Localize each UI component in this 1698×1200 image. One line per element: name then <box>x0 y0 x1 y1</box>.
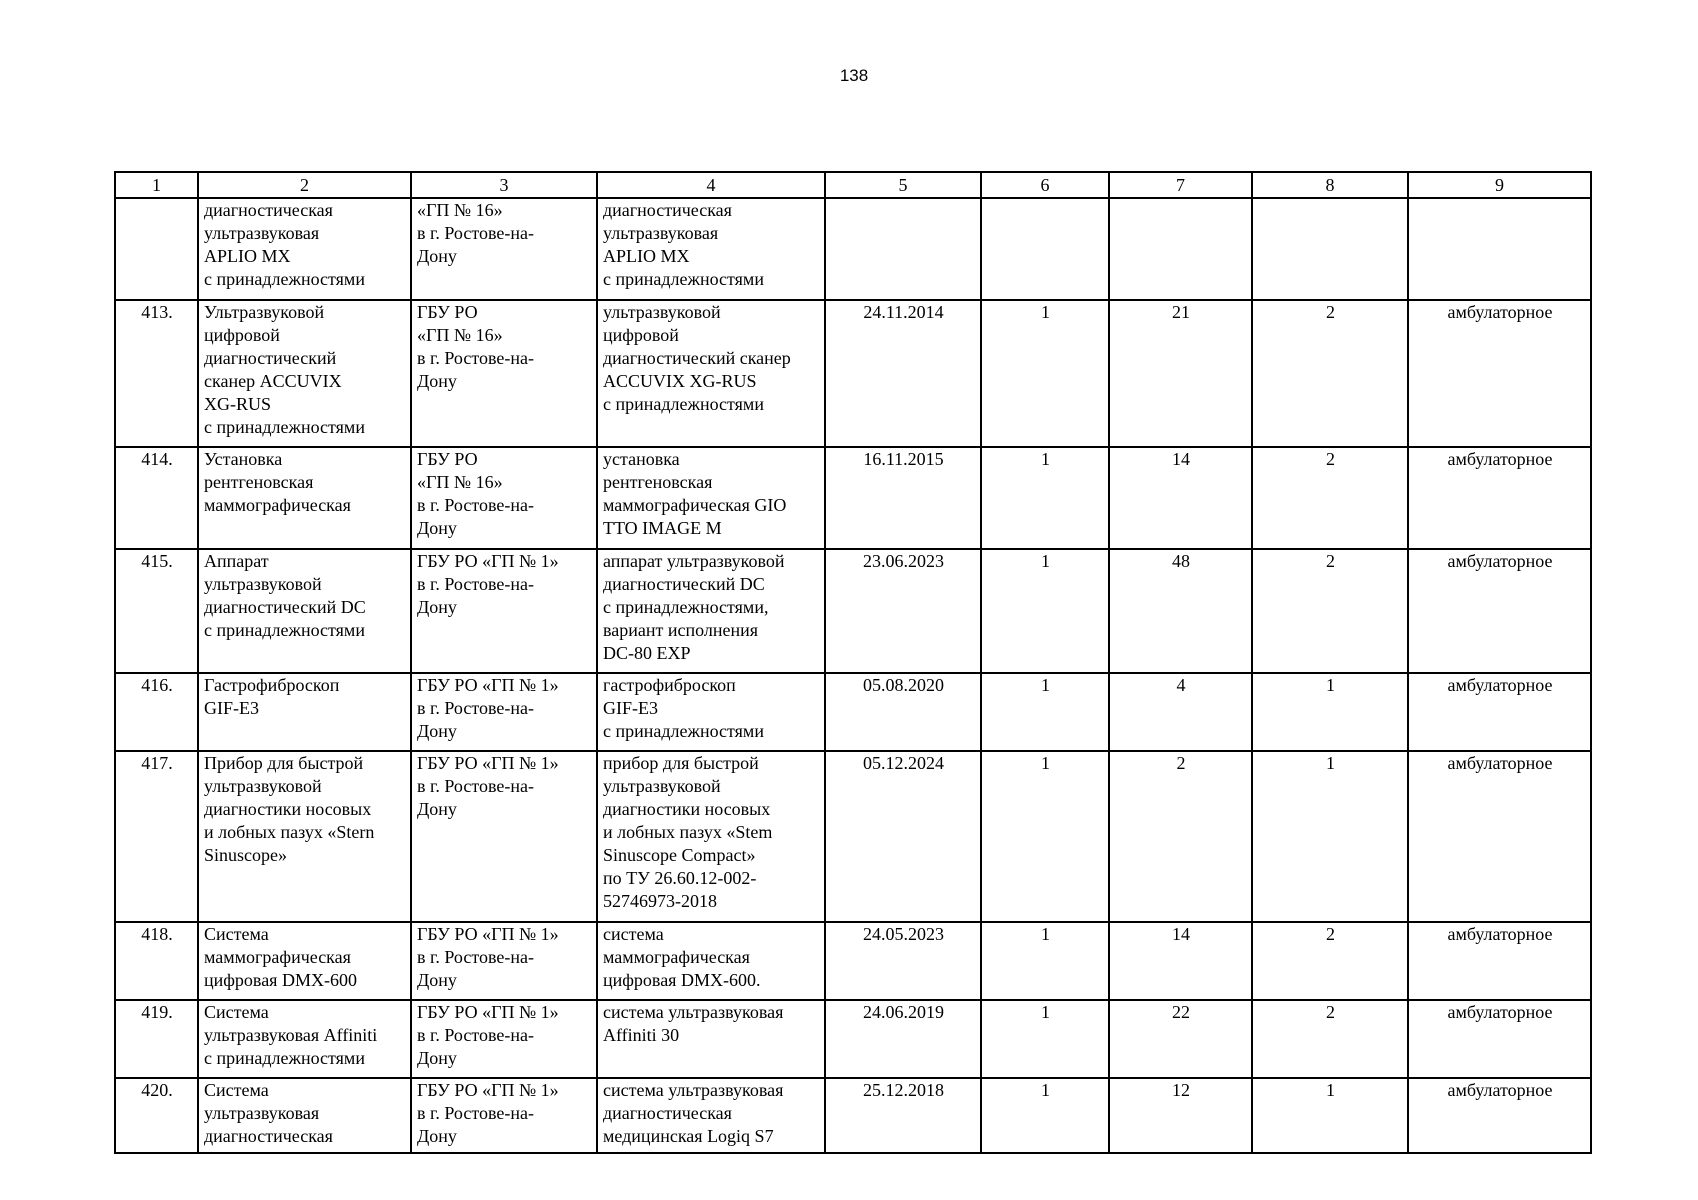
equipment-name: Установка рентгеновская маммографическая <box>198 447 411 549</box>
row-number: 420. <box>115 1078 198 1153</box>
organization: ГБУ РО «ГП № 1» в г. Ростове-на- Дону <box>411 751 597 922</box>
equipment-name: Ультразвуковой цифровой диагностический сканер ACCUVIX XG-RUS с принадлежностями <box>198 300 411 447</box>
column-8-value: 2 <box>1252 1000 1408 1078</box>
table-row <box>115 198 1591 300</box>
care-type: амбулаторное <box>1408 1078 1591 1153</box>
header-cell: 9 <box>1408 172 1591 198</box>
equipment-model: диагностическая ультразвуковая APLIO MX с принадлежностями <box>597 198 825 300</box>
commission-date: 24.11.2014 <box>825 300 981 447</box>
table-header-row <box>115 172 1591 198</box>
table-row <box>115 549 1591 673</box>
column-7-value <box>1109 198 1252 300</box>
equipment-name: Гастрофиброскоп GIF-E3 <box>198 673 411 751</box>
organization: ГБУ РО «ГП № 1» в г. Ростове-на- Дону <box>411 673 597 751</box>
table-row <box>115 447 1591 549</box>
column-7-value: 21 <box>1109 300 1252 447</box>
table-row <box>115 1000 1591 1078</box>
equipment-model: гастрофиброскоп GIF-E3 с принадлежностями <box>597 673 825 751</box>
organization: ГБУ РО «ГП № 1» в г. Ростове-на- Дону <box>411 922 597 1000</box>
care-type <box>1408 198 1591 300</box>
equipment-model: установка рентгеновская маммографическая GIO TTO IMAGE M <box>597 447 825 549</box>
equipment-name: Система ультразвуковая Affiniti с принадлежностями <box>198 1000 411 1078</box>
column-7-value: 14 <box>1109 447 1252 549</box>
equipment-table <box>114 171 1592 1154</box>
equipment-name: Аппарат ультразвуковой диагностический DC с принадлежностями <box>198 549 411 673</box>
column-7-value: 4 <box>1109 673 1252 751</box>
row-number <box>115 198 198 300</box>
equipment-model: прибор для быстрой ультразвуковой диагностики носовых и лобных пазух «Stem Sinuscope Compact» по ТУ 26.60.12-002- 52746973-2018 <box>597 751 825 922</box>
organization: ГБУ РО «ГП № 16» в г. Ростове-на- Дону <box>411 300 597 447</box>
care-type: амбулаторное <box>1408 751 1591 922</box>
organization: ГБУ РО «ГП № 1» в г. Ростове-на- Дону <box>411 549 597 673</box>
equipment-model: аппарат ультразвуковой диагностический DC с принадлежностями, вариант исполнения DC-80 EXP <box>597 549 825 673</box>
care-type: амбулаторное <box>1408 922 1591 1000</box>
column-8-value: 1 <box>1252 1078 1408 1153</box>
column-7-value: 2 <box>1109 751 1252 922</box>
organization: ГБУ РО «ГП № 1» в г. Ростове-на- Дону <box>411 1078 597 1153</box>
quantity: 1 <box>981 1078 1109 1153</box>
column-7-value: 14 <box>1109 922 1252 1000</box>
column-7-value: 12 <box>1109 1078 1252 1153</box>
header-cell: 2 <box>198 172 411 198</box>
quantity: 1 <box>981 549 1109 673</box>
header-cell: 3 <box>411 172 597 198</box>
equipment-model: система ультразвуковая диагностическая медицинская Logiq S7 <box>597 1078 825 1153</box>
column-7-value: 48 <box>1109 549 1252 673</box>
care-type: амбулаторное <box>1408 447 1591 549</box>
column-8-value: 2 <box>1252 922 1408 1000</box>
row-number: 418. <box>115 922 198 1000</box>
row-number: 413. <box>115 300 198 447</box>
commission-date: 16.11.2015 <box>825 447 981 549</box>
column-8-value: 2 <box>1252 447 1408 549</box>
page-number: 138 <box>839 66 869 85</box>
column-8-value: 1 <box>1252 751 1408 922</box>
row-number: 419. <box>115 1000 198 1078</box>
table-row <box>115 922 1591 1000</box>
quantity: 1 <box>981 1000 1109 1078</box>
quantity: 1 <box>981 751 1109 922</box>
commission-date: 05.12.2024 <box>825 751 981 922</box>
organization: ГБУ РО «ГП № 16» в г. Ростове-на- Дону <box>411 447 597 549</box>
table-row <box>115 751 1591 922</box>
organization: ГБУ РО «ГП № 1» в г. Ростове-на- Дону <box>411 1000 597 1078</box>
column-7-value: 22 <box>1109 1000 1252 1078</box>
commission-date <box>825 198 981 300</box>
equipment-name: Система ультразвуковая диагностическая <box>198 1078 411 1153</box>
table-row <box>115 673 1591 751</box>
header-cell: 7 <box>1109 172 1252 198</box>
commission-date: 05.08.2020 <box>825 673 981 751</box>
equipment-model: система ультразвуковая Affiniti 30 <box>597 1000 825 1078</box>
care-type: амбулаторное <box>1408 549 1591 673</box>
header-cell: 1 <box>115 172 198 198</box>
table-row <box>115 1078 1591 1153</box>
care-type: амбулаторное <box>1408 300 1591 447</box>
column-8-value: 1 <box>1252 673 1408 751</box>
row-number: 414. <box>115 447 198 549</box>
header-cell: 6 <box>981 172 1109 198</box>
equipment-model: ультразвуковой цифровой диагностический сканер ACCUVIX XG-RUS с принадлежностями <box>597 300 825 447</box>
commission-date: 24.06.2019 <box>825 1000 981 1078</box>
quantity: 1 <box>981 300 1109 447</box>
organization: «ГП № 16» в г. Ростове-на- Дону <box>411 198 597 300</box>
equipment-name: диагностическая ультразвуковая APLIO MX с принадлежностями <box>198 198 411 300</box>
column-8-value <box>1252 198 1408 300</box>
care-type: амбулаторное <box>1408 673 1591 751</box>
care-type: амбулаторное <box>1408 1000 1591 1078</box>
commission-date: 24.05.2023 <box>825 922 981 1000</box>
row-number: 415. <box>115 549 198 673</box>
commission-date: 25.12.2018 <box>825 1078 981 1153</box>
row-number: 416. <box>115 673 198 751</box>
header-cell: 8 <box>1252 172 1408 198</box>
quantity <box>981 198 1109 300</box>
equipment-name: Система маммографическая цифровая DMX-600 <box>198 922 411 1000</box>
row-number: 417. <box>115 751 198 922</box>
quantity: 1 <box>981 922 1109 1000</box>
table-row <box>115 300 1591 447</box>
column-8-value: 2 <box>1252 300 1408 447</box>
equipment-name: Прибор для быстрой ультразвуковой диагностики носовых и лобных пазух «Stern Sinuscope» <box>198 751 411 922</box>
column-8-value: 2 <box>1252 549 1408 673</box>
quantity: 1 <box>981 447 1109 549</box>
quantity: 1 <box>981 673 1109 751</box>
header-cell: 5 <box>825 172 981 198</box>
equipment-model: система маммографическая цифровая DMX-600. <box>597 922 825 1000</box>
header-cell: 4 <box>597 172 825 198</box>
commission-date: 23.06.2023 <box>825 549 981 673</box>
